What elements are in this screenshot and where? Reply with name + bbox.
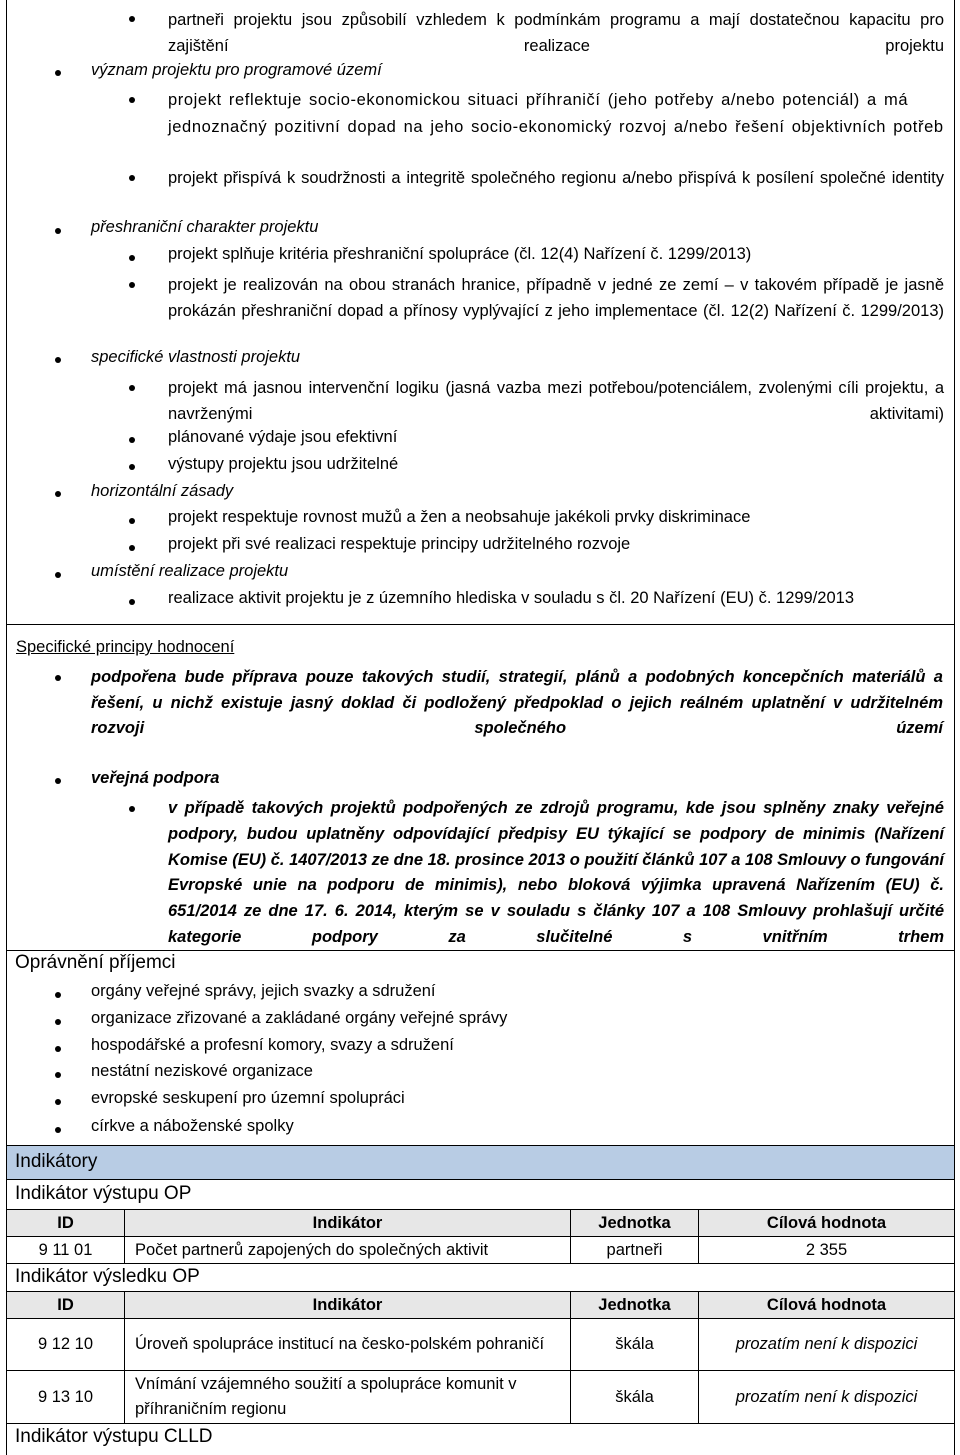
- column-header-unit: Jednotka: [570, 1292, 698, 1318]
- cell-indicator: Počet partnerů zapojených do společných aktivit: [124, 1237, 570, 1263]
- beneficiary-item: orgány veřejné správy, jejich svazky a sdružení: [91, 982, 436, 1000]
- principle-1: podpořena bude příprava pouze takových studií, strategií, plánů a podobných koncepčních materiálů a řešení, u nichž existuje jasný doklad či podložený předpoklad o jejich reálném uplatnění v udržitelném rozvoji společného území: [91, 668, 943, 737]
- cell-id: 9 12 10: [37, 1335, 94, 1353]
- cell-id: 9 13 10: [37, 1387, 94, 1406]
- table-header-row: [7, 1291, 954, 1318]
- bullet-icon: [129, 255, 135, 261]
- bullet-icon: [55, 992, 61, 998]
- specific-item-3: výstupy projektu jsou udržitelné: [168, 455, 399, 473]
- bullet-icon: [129, 175, 135, 181]
- bullet-icon: [55, 70, 61, 76]
- bullet-icon: [129, 437, 135, 443]
- beneficiary-item: organizace zřizované a zakládané orgány veřejné správy: [91, 1009, 508, 1027]
- beneficiary-item: nestátní neziskové organizace: [91, 1062, 313, 1080]
- clld-indicator-heading: Indikátor výstupu CLLD: [15, 1426, 213, 1447]
- bullet-icon: [55, 572, 61, 578]
- beneficiaries-heading: Oprávnění příjemci: [15, 952, 176, 973]
- bullet-icon: [55, 357, 61, 363]
- beneficiary-item: evropské seskupení pro územní spolupráci: [91, 1089, 405, 1107]
- result-indicator-heading: Indikátor výsledku OP: [15, 1266, 200, 1287]
- table-row: [7, 1236, 954, 1263]
- column-header-indicator: Indikátor: [124, 1292, 570, 1318]
- bullet-icon: [55, 1072, 61, 1078]
- bullet-icon: [55, 228, 61, 234]
- criterion-partners: partneři projektu jsou způsobilí vzhledem k podmínkám programu a mají dostatečnou kapacitu pro zajištění realizace projektu: [168, 11, 944, 55]
- bullet-icon: [55, 1127, 61, 1133]
- horizontal-item-1: projekt respektuje rovnost mužů a žen a neobsahuje jakékoli prvky diskriminace: [168, 508, 751, 526]
- table-header-row: [7, 1209, 954, 1236]
- column-header-target: Cílová hodnota: [698, 1292, 954, 1318]
- bullet-icon: [55, 1099, 61, 1105]
- cell-unit: partneři: [570, 1237, 698, 1263]
- output-indicator-section: [7, 1179, 954, 1209]
- bullet-icon: [55, 1046, 61, 1052]
- indicators-heading: Indikátory: [15, 1151, 98, 1172]
- bullet-icon: [129, 518, 135, 524]
- bullet-icon: [129, 282, 135, 288]
- specific-item-1: projekt má jasnou intervenční logiku (jasná vazba mezi potřebou/potenciálem, zvolenými cíli projektu, a navrženými aktivitami): [168, 379, 944, 423]
- table-row: [7, 1370, 954, 1423]
- principle-2-heading: veřejná podpora: [91, 769, 220, 787]
- specific-item-2: plánované výdaje jsou efektivní: [168, 428, 398, 446]
- cell-target: prozatím není k dispozici: [698, 1319, 954, 1370]
- significance-item-1: projekt reflektuje socio-ekonomickou situaci příhraničí (jeho potřeby a/nebo potenciál) a má jednoznačný pozitivní dopad na jeho socio-ekonomický rozvoj a/nebo řešení objektivních potřeb: [168, 91, 944, 136]
- crossborder-item-2: projekt je realizován na obou stranách hranice, případně v jedné ze zemí – v takovém případě je jasně prokázán přeshraniční dopad a přínosy vyplývající z jeho implementace (čl. 12(2) Nařízení č. 1299/2013): [168, 276, 944, 320]
- bullet-icon: [55, 675, 61, 681]
- bullet-icon: [129, 599, 135, 605]
- section-divider: [7, 624, 954, 625]
- significance-heading: význam projektu pro programové území: [91, 61, 382, 79]
- cell-target: 2 355: [698, 1237, 954, 1263]
- indicators-section: [7, 1145, 954, 1179]
- crossborder-item-1: projekt splňuje kritéria přeshraniční spolupráce (čl. 12(4) Nařízení č. 1299/2013): [168, 245, 752, 263]
- horizontal-heading: horizontální zásady: [91, 482, 234, 500]
- bullet-icon: [55, 491, 61, 497]
- location-item-1: realizace aktivit projektu je z územního hlediska v souladu s čl. 20 Nařízení (EU) č. 1299/2013: [168, 589, 855, 607]
- clld-indicator-section: [7, 1423, 954, 1455]
- cell-indicator: Vnímání vzájemného soužití a spolupráce komunit v příhraničním regionu: [124, 1371, 570, 1423]
- specific-principles-heading: Specifické principy hodnocení: [16, 638, 235, 656]
- specific-heading: specifické vlastnosti projektu: [91, 348, 301, 366]
- crossborder-heading: přeshraniční charakter projektu: [91, 218, 319, 236]
- column-header-indicator: Indikátor: [124, 1210, 570, 1236]
- cell-unit: škála: [570, 1319, 698, 1370]
- cell-indicator: Úroveň spolupráce institucí na česko-polském pohraničí: [124, 1319, 570, 1370]
- output-indicator-heading: Indikátor výstupu OP: [15, 1183, 192, 1204]
- bullet-icon: [129, 16, 135, 22]
- bullet-icon: [55, 778, 61, 784]
- bullet-icon: [129, 97, 135, 103]
- beneficiaries-section: [7, 950, 954, 980]
- column-header-target: Cílová hodnota: [698, 1210, 954, 1236]
- cell-unit: škála: [570, 1371, 698, 1423]
- bullet-icon: [129, 806, 135, 812]
- bullet-icon: [129, 464, 135, 470]
- column-header-id: ID: [57, 1295, 74, 1314]
- column-header-unit: Jednotka: [570, 1210, 698, 1236]
- principle-2-text: v případě takových projektů podpořených ze zdrojů programu, kde jsou splněny znaky veřejné podpory, budou uplatněny odpovídající předpisy EU týkající se podpory de minimis (Nařízení Komise (EU) č. 1407/2013 ze dne 18. prosince 2013 o použití článků 107 a 108 Smlouvy o fungování Evropské unie na podporu de minimis), nebo bloková výjimka upravená Nařízením (EU) č. 651/2014 ze dne 17. 6. 2014, kterým se v souladu s články 107 a 108 Smlouvy prohlašují určité kategorie podpory za slučitelné s vnitřním trhem: [168, 799, 944, 946]
- cell-id: 9 11 01: [38, 1240, 93, 1259]
- column-header-id: ID: [57, 1213, 74, 1232]
- location-heading: umístění realizace projektu: [91, 562, 289, 580]
- beneficiary-item: církve a náboženské spolky: [91, 1117, 294, 1135]
- bullet-icon: [55, 1019, 61, 1025]
- bullet-icon: [129, 545, 135, 551]
- horizontal-item-2: projekt při své realizaci respektuje principy udržitelného rozvoje: [168, 535, 631, 553]
- result-indicator-section: [7, 1263, 954, 1291]
- bullet-icon: [129, 385, 135, 391]
- beneficiary-item: hospodářské a profesní komory, svazy a sdružení: [91, 1036, 454, 1054]
- significance-item-2: projekt přispívá k soudržnosti a integritě společného regionu a/nebo přispívá k posílení společné identity: [168, 169, 944, 187]
- table-row: [7, 1318, 954, 1370]
- cell-target: prozatím není k dispozici: [698, 1371, 954, 1423]
